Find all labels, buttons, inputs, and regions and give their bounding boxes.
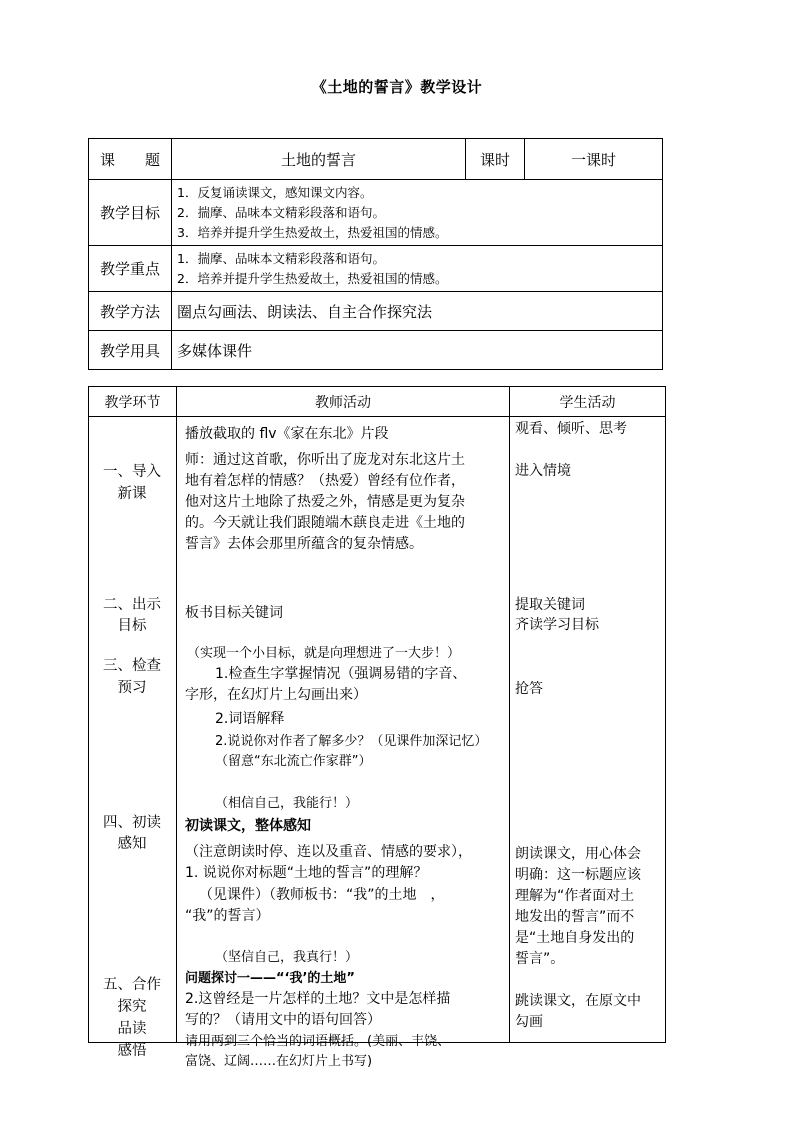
stage-4-line1: 四、初读 [103, 815, 161, 831]
stage-column [89, 417, 177, 1059]
student-skim: 勾画 [515, 1014, 543, 1030]
stage-5-line1: 五、合作 [103, 977, 161, 993]
teacher-preview-check: 字形，在幻灯片上勾画出来） [185, 687, 367, 703]
teacher-preview-check: 1.检查生字掌握情况（强调易错的字音、 [215, 666, 467, 682]
teacher-board-note: “我”的誓言） [185, 908, 270, 924]
teacher-intro-line: 的。今天就让我们跟随端木蕻良走进《土地的 [185, 515, 465, 531]
teacher-motto-3: （坚信自己，我真行！） [215, 950, 359, 965]
teacher-intro-line: 师：通过这首歌，你听出了庞龙对东北这片土 [185, 452, 465, 468]
student-skim: 跳读课文，在原文中 [515, 993, 641, 1009]
focus-item: 2．培养并提升学生热爱故土，热爱祖国的情感。 [177, 271, 448, 286]
page-title: 《土地的誓言》教学设计 [311, 78, 483, 96]
student-title-line: 明确：这一标题应该 [515, 867, 641, 883]
teacher-summary-task: 富饶、辽阔……在幻灯片上书写) [185, 1054, 373, 1069]
header-teacher: 教师活动 [177, 387, 510, 417]
method-label: 教学方法 [89, 292, 172, 331]
topic-label: 课 题 [89, 139, 172, 180]
teacher-intro-line: 地有着怎样的情感？（热爱）曾经有位作者， [185, 473, 465, 489]
student-watch: 观看、倾听、思考 [515, 421, 627, 437]
teacher-summary-task: 请用两到三个恰当的词语概括。(美丽、丰饶、 [185, 1034, 451, 1049]
student-answer: 抢答 [515, 681, 543, 697]
student-title-line: 理解为“作者面对土 [515, 888, 635, 904]
student-title-line: 誓言”。 [515, 951, 565, 967]
goals-label: 教学目标 [89, 180, 172, 246]
stage-4-line2: 感知 [117, 836, 147, 852]
teacher-land-question: 写的？（请用文中的语句回答） [185, 1012, 381, 1028]
header-student: 学生活动 [510, 387, 666, 417]
student-title-line: 朗读课文，用心体会 [515, 846, 641, 862]
goal-item: 3．培养并提升学生热爱故土，热爱祖国的情感。 [177, 225, 448, 240]
tools-label: 教学用具 [89, 331, 172, 370]
stage-1-line2: 新课 [117, 486, 147, 502]
teacher-intro-video: 播放截取的 flv《家在东北》片段 [185, 426, 389, 442]
teacher-motto-2: （相信自己，我能行！） [215, 796, 359, 811]
student-enter: 进入情境 [515, 463, 571, 479]
lesson-info-table [88, 138, 663, 370]
stage-5-line4: 感悟 [117, 1043, 147, 1059]
teacher-board-note: （见课件）（教师板书：“我”的土地 ， [199, 887, 445, 903]
student-column [510, 417, 666, 1043]
period-value: 一课时 [525, 139, 663, 180]
teacher-discussion-title: 问题探讨一——“‘我’的土地” [185, 971, 355, 986]
student-keywords: 提取关键词 [515, 597, 585, 613]
teacher-title-question: 1. 说说你对标题“土地的誓言”的理解？ [185, 865, 428, 881]
teaching-process-table [88, 386, 666, 1069]
teacher-first-reading: 初读课文，整体感知 [185, 818, 311, 834]
student-title-line: 是“土地自身发出的 [515, 930, 635, 946]
stage-3-line2: 预习 [117, 680, 147, 696]
goals-list [172, 180, 663, 246]
teacher-reading-req: （注意朗读时停、连以及重音、情感的要求）， [185, 844, 472, 860]
stage-1-line1: 一、导入 [103, 464, 161, 480]
teacher-author-note: （留意“东北流亡作家群”） [215, 754, 372, 769]
goal-item: 2．揣摩、品味本文精彩段落和语句。 [177, 205, 385, 220]
header-stage: 教学环节 [89, 387, 177, 417]
method-value: 圈点勾画法、朗读法、自主合作探究法 [172, 292, 663, 331]
stage-2-line1: 二、出示 [103, 597, 161, 613]
stage-5-line3: 品读 [117, 1021, 147, 1037]
teacher-motto-1: （实现一个小目标，就是向理想进了一大步！） [187, 646, 461, 661]
goal-item: 1．反复诵读课文，感知课文内容。 [177, 185, 373, 200]
focus-list [172, 246, 663, 292]
focus-label: 教学重点 [89, 246, 172, 292]
teacher-land-question: 2.这曾经是一片怎样的土地？文中是怎样描 [185, 991, 451, 1007]
teacher-intro-line: 誓言》去体会那里所蕴含的复杂情感。 [185, 536, 423, 552]
stage-2-line2: 目标 [117, 618, 147, 634]
teacher-goals-keywords: 板书目标关键词 [185, 605, 283, 621]
focus-item: 1．揣摩、品味本文精彩段落和语句。 [177, 251, 385, 266]
teacher-intro-line: 他对这片土地除了热爱之外，情感是更为复杂 [185, 494, 465, 510]
stage-5-line2: 探究 [117, 999, 147, 1015]
teacher-author-question: 2.说说你对作者了解多少？（见课件加深记忆） [215, 734, 488, 749]
tools-value: 多媒体课件 [172, 331, 663, 370]
teacher-word-explain: 2.词语解释 [215, 711, 285, 727]
student-title-line: 地发出的誓言”而不 [515, 909, 635, 925]
teacher-column [177, 417, 510, 1069]
student-read-goals: 齐读学习目标 [515, 617, 599, 633]
period-label: 课时 [466, 139, 525, 180]
stage-3-line1: 三、检查 [103, 658, 161, 674]
topic-value: 土地的誓言 [172, 139, 466, 180]
